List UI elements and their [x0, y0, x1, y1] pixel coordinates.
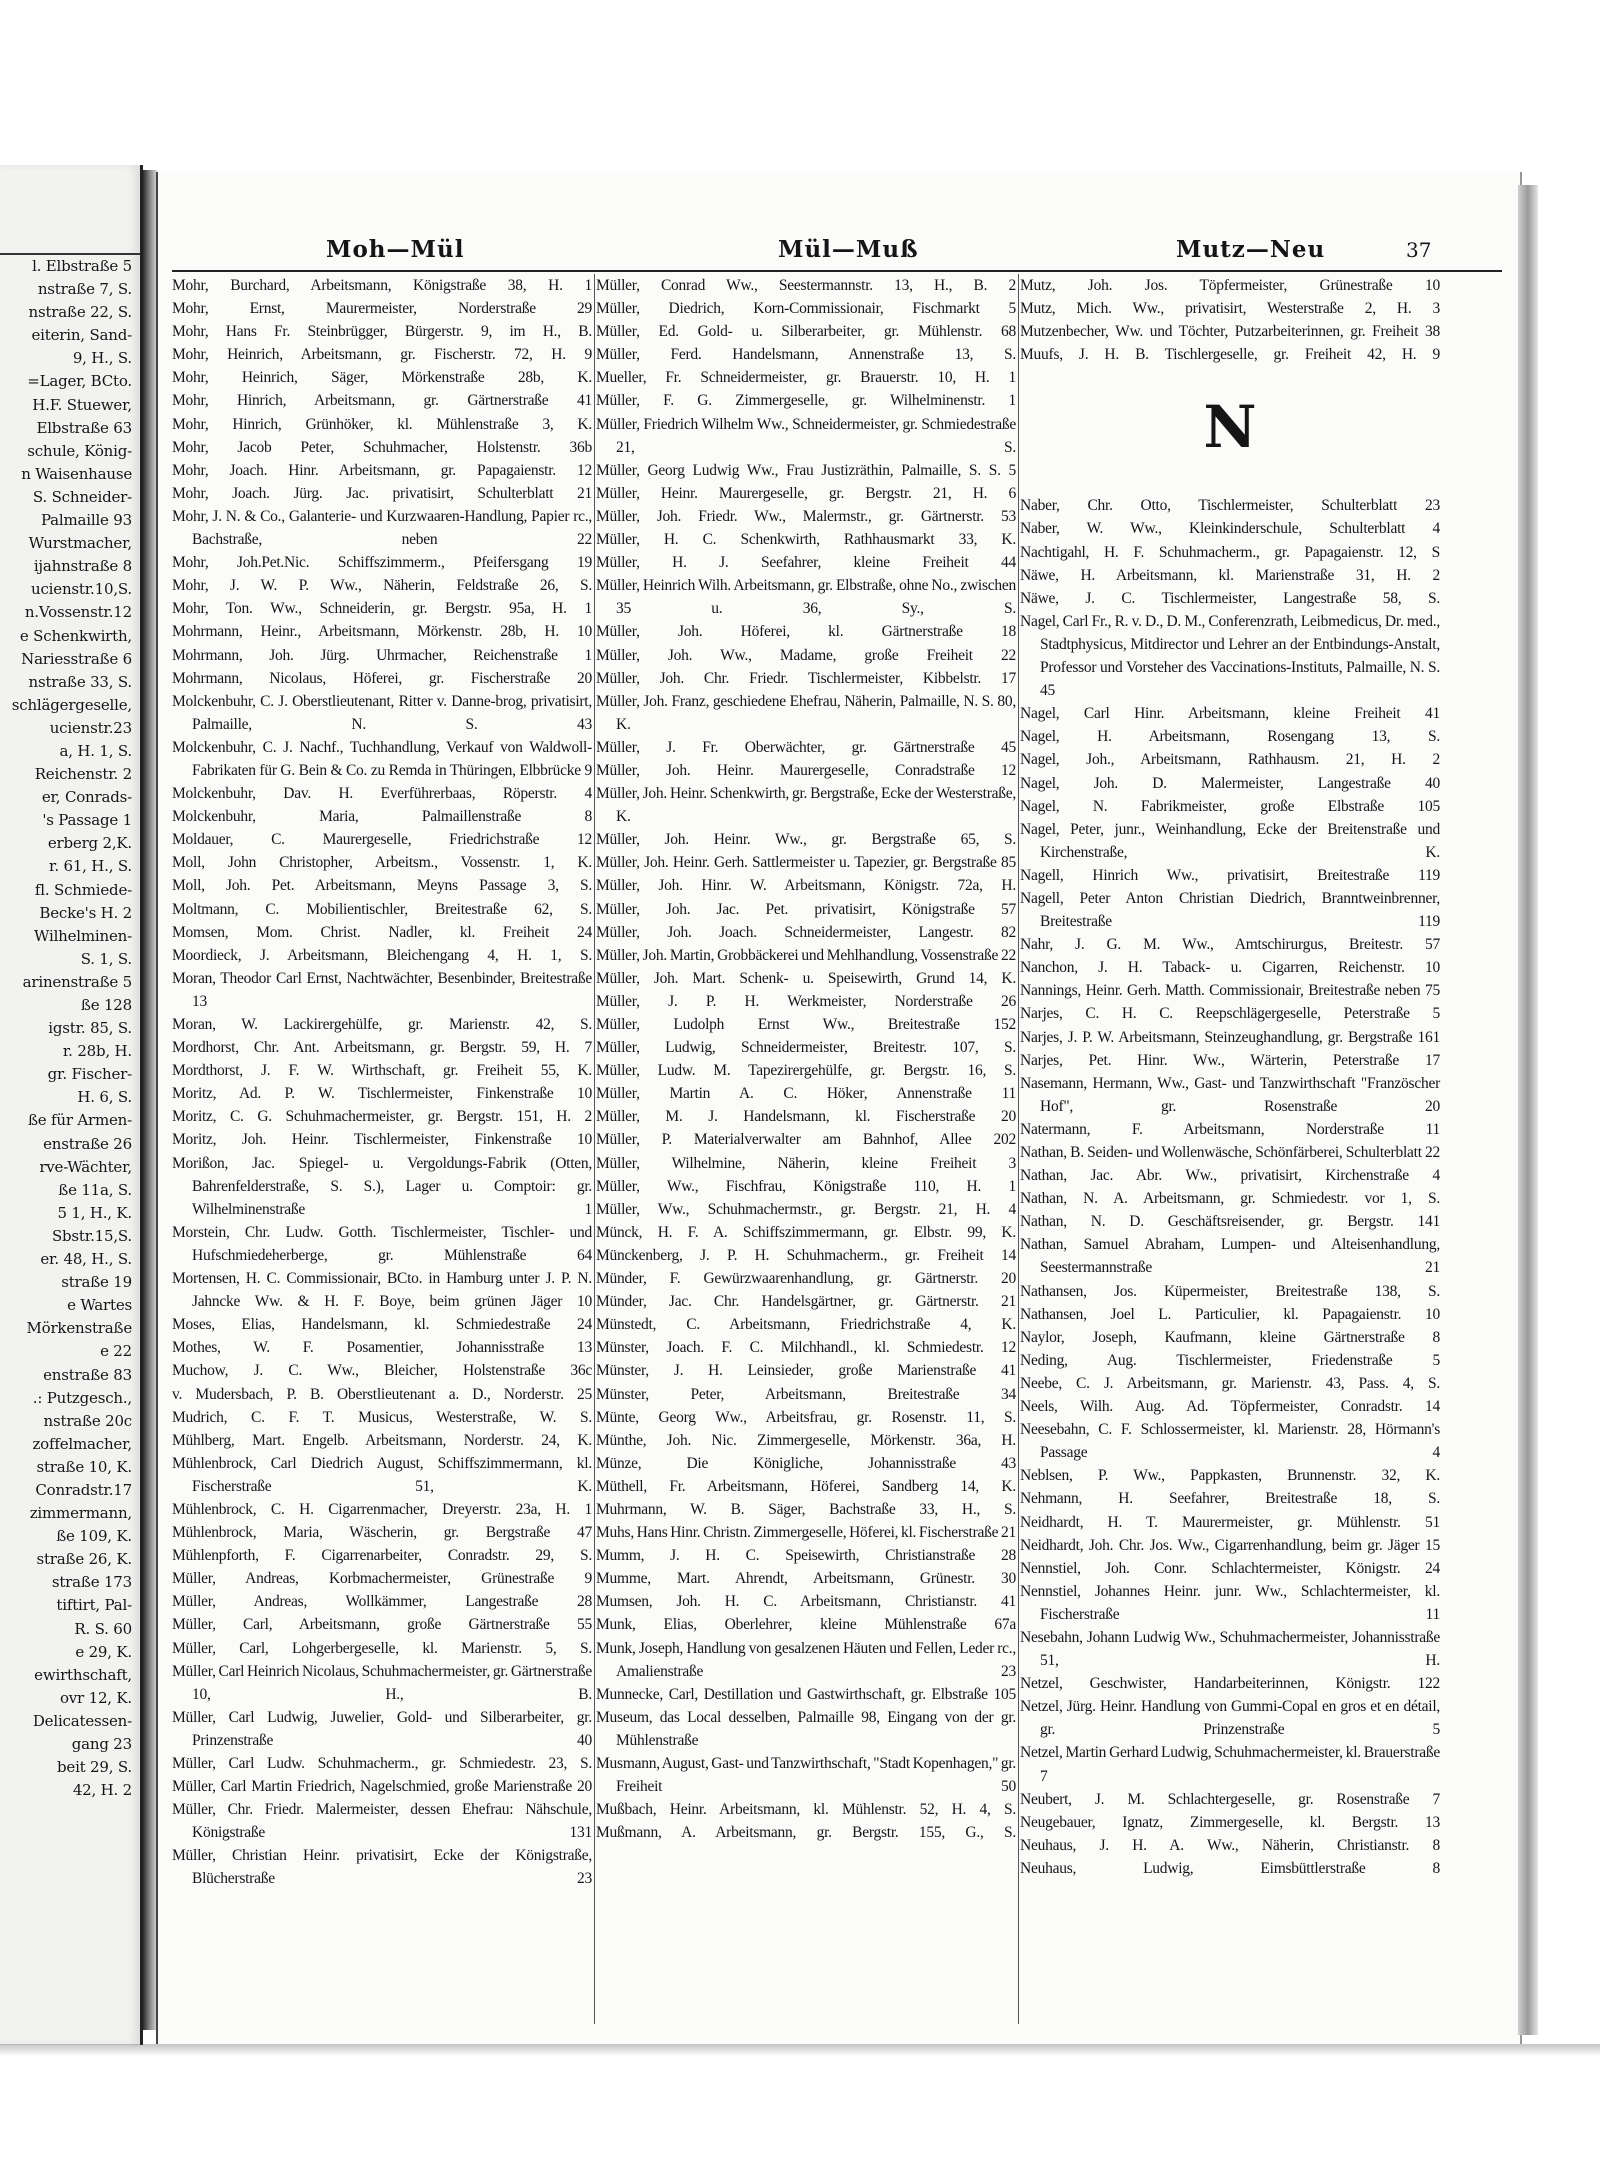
directory-entry: Müller, Joh. Hinr. W. Arbeitsmann, Königstr. 72a, H. — [596, 877, 1016, 895]
facing-page-line: 9, H., S. — [72, 349, 132, 368]
facing-page-line: Elbstraße 63 — [36, 418, 132, 437]
facing-page-line: er. 48, H., S. — [40, 1250, 132, 1269]
directory-entry: Neels, Wilh. Aug. Ad. Töpfermeister, Conradstr. 14 — [1020, 1398, 1440, 1416]
facing-page-line: gang 23 — [71, 1735, 132, 1753]
directory-entry: Mohr, Joach. Jürg. Jac. privatisirt, Schulterblatt 21 — [172, 484, 592, 502]
directory-entry: Müller, J. P. H. Werkmeister, Norderstraße 26 — [596, 992, 1016, 1010]
directory-entry: Münster, Joach. F. C. Milchhandl., kl. Schmiedestr. 12 — [596, 1339, 1016, 1357]
directory-entry: Müller, Ludwig, Schneidermeister, Breitestr. 107, S. — [596, 1039, 1016, 1057]
facing-page-line: tiftirt, Pal- — [56, 1596, 132, 1615]
directory-entry: Neebe, C. J. Arbeitsmann, gr. Marienstr. 43, Pass. 4, S. — [1020, 1374, 1440, 1392]
directory-entry: Mühlberg, Mart. Engelb. Arbeitsmann, Norderstr. 24, K. — [172, 1431, 592, 1449]
directory-entry: Netzel, Geschwister, Handarbeiterinnen, Königstr. 122 — [1020, 1675, 1440, 1693]
directory-entry: Müller, Joh. Heinr. Gerh. Sattlermeister u. Tapezier, gr. Bergstraße 85 — [596, 854, 1016, 872]
directory-entry: Mohr, Hinrich, Grünhöker, kl. Mühlenstraße 3, K. — [172, 415, 592, 433]
directory-entry: Mordhorst, Chr. Ant. Arbeitsmann, gr. Bergstr. 59, H. 7 — [172, 1039, 592, 1057]
facing-page-line: Wurstmacher, — [28, 534, 132, 553]
directory-entry: Müller, Diedrich, Korn-Commissionair, Fischmarkt 5 — [596, 300, 1016, 318]
facing-page-line: eiterin, Sand- — [31, 326, 132, 345]
directory-entry: Mothes, W. F. Posamentier, Johannisstraße 13 — [172, 1339, 592, 1357]
facing-page-line: ße 109, K. — [56, 1527, 132, 1546]
directory-entry: Naber, Chr. Otto, Tischlermeister, Schulterblatt 23 — [1020, 497, 1440, 515]
directory-entry: Moldauer, C. Maurergeselle, Friedrichstraße 12 — [172, 831, 592, 849]
directory-entry: Moltmann, C. Mobilientischler, Breitestraße 62, S. — [172, 900, 592, 918]
directory-entry: Nehmann, H. Seefahrer, Breitestraße 18, S. — [1020, 1490, 1440, 1508]
directory-entry: Müller, Joh. Joach. Schneidermeister, Langestr. 82 — [596, 923, 1016, 941]
directory-entry: Neubert, J. M. Schlachtergeselle, gr. Rosenstraße 7 — [1020, 1790, 1440, 1808]
column-divider-1 — [594, 274, 595, 2024]
directory-entry: Mohr, Joach. Hinr. Arbeitsmann, gr. Papagaienstr. 12 — [172, 461, 592, 479]
directory-entry: Neblsen, P. Ww., Pappkasten, Brunnenstr. 32, K. — [1020, 1467, 1440, 1485]
directory-entry: Müller, Christian Heinr. privatisirt, Ecke der Königstraße, Blücherstraße 23 — [172, 1847, 592, 1888]
directory-entry: Muhrmann, W. B. Säger, Bachstraße 33, H., S. — [596, 1500, 1016, 1518]
facing-page-line: ewirthschaft, — [34, 1665, 132, 1684]
directory-entry: Münte, Georg Ww., Arbeitsfrau, gr. Rosenstr. 11, S. — [596, 1408, 1016, 1426]
facing-page-line: ße 128 — [80, 996, 132, 1014]
directory-entry: Müller, Ferd. Handelsmann, Annenstraße 13, S. — [596, 346, 1016, 364]
directory-entry: Müller, Heinr. Maurergeselle, gr. Bergstr. 21, H. 6 — [596, 484, 1016, 502]
directory-entry: Müller, Conrad Ww., Seestermannstr. 13, H., B. 2 — [596, 277, 1016, 294]
column-3 — [1020, 274, 1440, 1880]
directory-entry: Nennstiel, Johannes Heinr. junr. Ww., Schlachtermeister, kl. Fischerstraße 11 — [1020, 1582, 1440, 1623]
directory-entry: Naylor, Joseph, Kaufmann, kleine Gärtnerstraße 8 — [1020, 1328, 1440, 1346]
directory-entry: Nathan, N. A. Arbeitsmann, gr. Schmiedestr. vor 1, S. — [1020, 1190, 1440, 1208]
directory-entry: Naber, W. Ww., Kleinkinderschule, Schulterblatt 4 — [1020, 520, 1440, 538]
directory-entry: Mutzenbecher, Ww. und Töchter, Putzarbeiterinnen, gr. Freiheit 38 — [1020, 323, 1440, 341]
directory-entry: Nagell, Hinrich Ww., privatisirt, Breitestraße 119 — [1020, 866, 1440, 884]
directory-entry: Moll, Joh. Pet. Arbeitsmann, Meyns Passage 3, S. — [172, 877, 592, 895]
directory-entry: Nanchon, J. H. Taback- u. Cigarren, Reichenstr. 10 — [1020, 959, 1440, 977]
directory-entry: Mohr, Hinrich, Arbeitsmann, gr. Gärtnerstraße 41 — [172, 392, 592, 410]
directory-entry: Momsen, Mom. Christ. Nadler, kl. Freiheit 24 — [172, 923, 592, 941]
directory-entry: Münder, Jac. Chr. Handelsgärtner, gr. Gärtnerstr. 21 — [596, 1293, 1016, 1311]
facing-page-line: nstraße 7, S. — [37, 280, 132, 299]
directory-entry: Mühlenpforth, F. Cigarrenarbeiter, Conradstr. 29, S. — [172, 1547, 592, 1565]
directory-entry: Müller, Joh. Chr. Friedr. Tischlermeister, Kibbelstr. 17 — [596, 669, 1016, 687]
directory-entry: Nathan, Samuel Abraham, Lumpen- und Alteisenhandlung, Seestermannstraße 21 — [1020, 1236, 1440, 1277]
directory-entry: Münthe, Joh. Nic. Zimmergeselle, Mörkenstr. 36a, H. — [596, 1431, 1016, 1449]
directory-entry: Netzel, Jürg. Heinr. Handlung von Gummi-Copal en gros et en détail, gr. Prinzenstraße 5 — [1020, 1698, 1440, 1739]
directory-entry: Mohr, Hans Fr. Steinbrügger, Bürgerstr. 9, im H., B. — [172, 323, 592, 341]
directory-entry: Nathansen, Joel L. Particulier, kl. Papagaienstr. 10 — [1020, 1305, 1440, 1323]
directory-entry: Mumm, J. H. C. Speisewirth, Christianstraße 28 — [596, 1547, 1016, 1565]
directory-entry: v. Mudersbach, P. B. Oberstlieutenant a. D., Norderstr. 25 — [172, 1385, 592, 1403]
directory-entry: Mühlenbrock, C. H. Cigarrenmacher, Dreyerstr. 23a, H. 1 — [172, 1500, 592, 1518]
facing-page-line: Nariesstraße 6 — [21, 649, 132, 668]
directory-entry: Müller, F. G. Zimmergeselle, gr. Wilhelminenstr. 1 — [596, 392, 1016, 410]
directory-entry: Müller, Joh. Martin, Grobbäckerei und Mehlhandlung, Vossenstraße 22 — [596, 946, 1016, 964]
facing-page-line: igstr. 85, S. — [48, 1019, 132, 1038]
facing-page-line: S. Schneider- — [32, 487, 132, 506]
facing-page-line: r. 61, H., S. — [49, 857, 132, 876]
directory-entry: Morstein, Chr. Ludw. Gotth. Tischlermeister, Tischler- und Hufschmiedeherberge, gr. Mühlenstraße 64 — [172, 1223, 592, 1264]
directory-entry: Mohr, J. N. & Co., Galanterie- und Kurzwaaren-Handlung, Papier rc., Bachstraße, neben 22 — [172, 507, 592, 549]
facing-page-line: er, Conrads- — [41, 788, 132, 807]
facing-page-line: straße 26, K. — [36, 1550, 132, 1569]
facing-page-line: H.F. Stuewer, — [32, 395, 132, 414]
facing-page-line: .: Putzgesch., — [32, 1388, 132, 1407]
directory-entry: Müller, Carl Martin Friedrich, Nagelschmied, große Marienstraße 20 — [172, 1778, 592, 1796]
facing-page-line: 5 1, H., K. — [57, 1203, 132, 1222]
column-2 — [596, 274, 1016, 1844]
facing-page-line: straße 10, K. — [36, 1457, 132, 1476]
directory-entry: Molckenbuhr, Dav. H. Everführerbaas, Röperstr. 4 — [172, 785, 592, 803]
facing-page-line: e Schenkwirth, — [19, 626, 132, 645]
facing-page-line: ucienstr.23 — [49, 718, 132, 737]
directory-entry: Mühlenbrock, Maria, Wäscherin, gr. Bergstraße 47 — [172, 1524, 592, 1542]
directory-entry: Nahr, J. G. M. Ww., Amtschirurgus, Breitestr. 57 — [1020, 936, 1440, 954]
directory-entry: Mohrmann, Joh. Jürg. Uhrmacher, Reichenstraße 1 — [172, 646, 592, 664]
directory-entry: Müller, Joh. Ww., Madame, große Freiheit 22 — [596, 646, 1016, 664]
directory-entry: Müller, Georg Ludwig Ww., Frau Justizräthin, Palmaille, S. S. 5 — [596, 461, 1016, 479]
facing-page-line: nstraße 22, S. — [28, 303, 132, 322]
directory-entry: Münster, Peter, Arbeitsmann, Breitestraße 34 — [596, 1385, 1016, 1403]
facing-page-line: ovr 12, K. — [59, 1688, 132, 1707]
directory-entry: Nagell, Peter Anton Christian Diedrich, Branntweinbrenner, Breitestraße 119 — [1020, 889, 1440, 931]
facing-page-fragment — [0, 165, 143, 2045]
directory-entry: Nathan, N. D. Geschäftsreisender, gr. Bergstr. 141 — [1020, 1213, 1440, 1231]
directory-entry: Nagel, H. Arbeitsmann, Rosengang 13, S. — [1020, 728, 1440, 746]
directory-entry: Müller, Carl Heinrich Nicolaus, Schuhmachermeister, gr. Gärtnerstraße 10, H., B. — [172, 1662, 592, 1703]
facing-page-line: e 29, K. — [75, 1642, 132, 1661]
directory-entry: Munk, Joseph, Handlung von gesalzenen Häuten und Fellen, Leder rc., Amalienstraße 23 — [596, 1639, 1016, 1680]
facing-page-line: H. 6, S. — [77, 1088, 132, 1107]
directory-entry: Müller, Andreas, Korbmachermeister, Grünestraße 9 — [172, 1570, 592, 1588]
facing-page-line: ijahnstraße 8 — [33, 557, 132, 576]
directory-entry: Münze, Die Königliche, Johannisstraße 43 — [596, 1454, 1016, 1472]
facing-page-line: Conradstr.17 — [35, 1480, 132, 1499]
column-3-top-entries — [1020, 274, 1440, 366]
directory-entry: Neding, Aug. Tischlermeister, Friedenstraße 5 — [1020, 1351, 1440, 1369]
facing-page-line: 's Passage 1 — [42, 811, 132, 830]
directory-entry: Mumme, Mart. Ahrendt, Arbeitsmann, Grünestr. 30 — [596, 1570, 1016, 1588]
directory-entry: Moran, W. Lackirergehülfe, gr. Marienstr. 42, S. — [172, 1016, 592, 1033]
directory-entry: Morißon, Jac. Spiegel- u. Vergoldungs-Fabrik (Otten, Bahrenfelderstraße, S. S.), Lager u. Comptoir: gr. Wilhelminenstraße 1 — [172, 1154, 592, 1218]
column-3-main-entries — [1020, 494, 1440, 1880]
facing-page-line: R. S. 60 — [74, 1619, 132, 1638]
directory-entry: Nagel, Carl Hinr. Arbeitsmann, kleine Freiheit 41 — [1020, 705, 1440, 723]
directory-entry: Müller, Joh. Heinr. Maurergeselle, Conradstraße 12 — [596, 761, 1016, 779]
directory-entry: Müller, Heinrich Wilh. Arbeitsmann, gr. Elbstraße, ohne No., zwischen 35 u. 36, Sy., S. — [596, 577, 1016, 618]
facing-page-line: l. Elbstraße 5 — [32, 257, 132, 275]
directory-entry: Neesebahn, C. F. Schlossermeister, kl. Marienstr. 28, Hörmann's Passage 4 — [1020, 1421, 1440, 1462]
facing-page-line: e Wartes — [67, 1296, 132, 1315]
facing-page-line: =Lager, BCto. — [27, 372, 132, 391]
directory-entry: Münder, F. Gewürzwaarenhandlung, gr. Gärtnerstr. 20 — [596, 1270, 1016, 1288]
directory-entry: Nathan, Jac. Abr. Ww., privatisirt, Kirchenstraße 4 — [1020, 1167, 1440, 1185]
facing-page-line: straße 19 — [61, 1273, 132, 1292]
directory-entry: Müller, Ww., Fischfrau, Königstraße 110, H. 1 — [596, 1177, 1016, 1195]
directory-entry: Müller, Joh. Friedr. Ww., Malermstr., gr. Gärtnerstr. 53 — [596, 507, 1016, 525]
directory-entry: Nennstiel, Joh. Conr. Schlachtermeister, Königstr. 24 — [1020, 1559, 1440, 1577]
directory-entry: Muchow, J. C. Ww., Bleicher, Holstenstraße 36c — [172, 1362, 592, 1380]
directory-entry: Müller, Joh. Höferei, kl. Gärtnerstraße 18 — [596, 623, 1016, 641]
facing-page-line: zimmermann, — [29, 1504, 132, 1523]
facing-page-line: Sbstr.15,S. — [51, 1226, 132, 1245]
directory-entry: Müller, Chr. Friedr. Malermeister, dessen Ehefrau: Nähschule, Königstraße 131 — [172, 1801, 592, 1842]
facing-page-line: schule, König- — [27, 441, 132, 460]
directory-entry: Münck, H. F. A. Schiffszimmermann, gr. Elbstr. 99, K. — [596, 1223, 1016, 1241]
directory-entry: Münstedt, C. Arbeitsmann, Friedrichstraße 4, K. — [596, 1316, 1016, 1334]
directory-entry: Münckenberg, J. P. H. Schuhmacherm., gr. Freiheit 14 — [596, 1246, 1016, 1264]
directory-entry: Mutz, Mich. Ww., privatisirt, Westerstraße 2, H. 3 — [1020, 300, 1440, 318]
facing-page-line: zoffelmacher, — [32, 1434, 132, 1453]
facing-page-line: Delicatessen- — [32, 1711, 132, 1730]
directory-entry: Narjes, C. H. C. Reepschlägergeselle, Peterstraße 5 — [1020, 1005, 1440, 1023]
facing-page-line: Mörkenstraße — [26, 1319, 132, 1338]
facing-page-line: Becke's H. 2 — [39, 903, 132, 922]
facing-page-line: n.Vossenstr.12 — [24, 603, 132, 622]
directory-entry: Molckenbuhr, C. J. Nachf., Tuchhandlung, Verkauf von Waldwoll-Fabrikaten für G. Bein & Co. zu Remda in Thüringen, Elbbrücke 9 — [172, 738, 592, 779]
directory-entry: Mudrich, C. F. T. Musicus, Westerstraße, W. S. — [172, 1408, 592, 1426]
directory-entry: Moll, John Christopher, Arbeitsm., Vossenstr. 1, K. — [172, 854, 592, 872]
directory-entry: Mortensen, H. C. Commissionair, BCto. in Hamburg unter J. P. N. Jahncke Ww. & H. F. Boye, beim grünen Jäger 10 — [172, 1270, 592, 1311]
directory-entry: Munnecke, Carl, Destillation und Gastwirthschaft, gr. Elbstraße 105 — [596, 1685, 1016, 1703]
directory-entry: Müller, Carl, Lohgerbergeselle, kl. Marienstr. 5, S. — [172, 1639, 592, 1657]
facing-page-line: a, H. 1, S. — [59, 741, 132, 760]
facing-page-line: Reichenstr. 2 — [34, 765, 132, 784]
directory-entry: Müller, Ed. Gold- u. Silberarbeiter, gr. Mühlenstr. 68 — [596, 323, 1016, 341]
directory-entry: Mutz, Joh. Jos. Töpfermeister, Grünestraße 10 — [1020, 277, 1440, 294]
directory-entry: Mohr, Jacob Peter, Schuhmacher, Holstenstr. 36b — [172, 438, 592, 456]
directory-entry: Müller, Carl, Arbeitsmann, große Gärtnerstraße 55 — [172, 1616, 592, 1634]
directory-entry: Mohr, Joh.Pet.Nic. Schiffszimmerm., Pfeifersgang 19 — [172, 554, 592, 572]
page-edge — [1518, 185, 1538, 2035]
directory-page — [156, 172, 1520, 2044]
directory-entry: Nagel, N. Fabrikmeister, große Elbstraße 105 — [1020, 797, 1440, 815]
directory-entry: Müller, Joh. Heinr. Ww., gr. Bergstraße 65, S. — [596, 831, 1016, 849]
directory-entry: Mordthorst, J. F. W. Wirthschaft, gr. Freiheit 55, K. — [172, 1062, 592, 1080]
directory-entry: Müller, Friedrich Wilhelm Ww., Schneidermeister, gr. Schmiedestraße 21, S. — [596, 415, 1016, 456]
directory-entry: Nannings, Heinr. Gerh. Matth. Commissionair, Breitestraße neben 75 — [1020, 982, 1440, 1000]
facing-page-line: ße für Armen- — [27, 1111, 132, 1130]
directory-entry: Mußbach, Heinr. Arbeitsmann, kl. Mühlenstr. 52, H. 4, S. — [596, 1801, 1016, 1819]
directory-entry: Mueller, Fr. Schneidermeister, gr. Brauerstr. 10, H. 1 — [596, 369, 1016, 387]
column-1-running-head: Moh—Mül — [326, 236, 465, 263]
facing-page-line: erberg 2,K. — [47, 834, 132, 853]
directory-entry: Moritz, C. G. Schuhmachermeister, gr. Bergstr. 151, H. 2 — [172, 1108, 592, 1126]
directory-entry: Nagel, Joh., Arbeitsmann, Rathhausm. 21, H. 2 — [1020, 751, 1440, 769]
facing-page-line: n Waisenhause — [21, 464, 132, 483]
directory-entry: Mohr, Ton. Ww., Schneiderin, gr. Bergstr. 95a, H. 1 — [172, 600, 592, 618]
directory-entry: Neuhaus, J. H. A. Ww., Näherin, Christianstr. 8 — [1020, 1836, 1440, 1854]
directory-entry: Mühlenbrock, Carl Diedrich August, Schiffszimmermann, kl. Fischerstraße 51, K. — [172, 1454, 592, 1495]
directory-entry: Müller, Ludw. M. Tapezirergehülfe, gr. Bergstr. 16, S. — [596, 1062, 1016, 1080]
directory-entry: Muufs, J. H. B. Tischlergeselle, gr. Freiheit 42, H. 9 — [1020, 346, 1440, 364]
directory-entry: Molckenbuhr, Maria, Palmaillenstraße 8 — [172, 808, 592, 826]
facing-page-line: schlägergeselle, — [11, 695, 132, 714]
directory-entry: Mohrmann, Heinr., Arbeitsmann, Mörkenstr. 28b, H. 10 — [172, 623, 592, 641]
directory-entry: Müller, H. J. Seefahrer, kleine Freiheit 44 — [596, 554, 1016, 572]
page-bottom-shadow — [0, 2044, 1600, 2056]
column-divider-2 — [1018, 274, 1019, 2024]
facing-page-line: e 22 — [100, 1342, 132, 1361]
facing-page-line: beit 29, S. — [56, 1758, 132, 1777]
book-gutter — [143, 170, 157, 2030]
column-2-running-head: Mül—Muß — [778, 236, 919, 263]
facing-page-line: S. 1, S. — [80, 949, 132, 968]
directory-entry: Neidhardt, Joh. Chr. Jos. Ww., Cigarrenhandlung, beim gr. Jäger 15 — [1020, 1536, 1440, 1554]
directory-entry: Muhs, Hans Hinr. Christn. Zimmergeselle, Höferei, kl. Fischerstraße 21 — [596, 1524, 1016, 1542]
directory-entry: Mußmann, A. Arbeitsmann, gr. Bergstr. 155, G., S. — [596, 1824, 1016, 1842]
facing-page-line: 42, H. 2 — [72, 1781, 132, 1800]
directory-entry: Müthell, Fr. Arbeitsmann, Höferei, Sandberg 14, K. — [596, 1477, 1016, 1495]
directory-entry: Müller, Joh. Jac. Pet. privatisirt, Königstraße 57 — [596, 900, 1016, 918]
facing-page-line: r. 28b, H. — [62, 1042, 132, 1061]
facing-page-line: rve-Wächter, — [39, 1157, 132, 1176]
directory-entry: Müller, Carl Ludw. Schuhmacherm., gr. Schmiedestr. 23, S. — [172, 1755, 592, 1772]
facing-page-line: ße 11a, S. — [58, 1180, 132, 1199]
directory-entry: Moran, Theodor Carl Ernst, Nachtwächter, Besenbinder, Breitestraße 13 — [172, 969, 592, 1010]
directory-entry: Mohr, Burchard, Arbeitsmann, Königstraße 38, H. 1 — [172, 277, 592, 294]
directory-entry: Natermann, F. Arbeitsmann, Norderstraße 11 — [1020, 1120, 1440, 1138]
directory-entry: Müller, Joh. Heinr. Schenkwirth, gr. Bergstraße, Ecke der Westerstraße, K. — [596, 785, 1016, 826]
facing-page-line: enstraße 26 — [43, 1134, 132, 1153]
directory-entry: Nagel, Peter, junr., Weinhandlung, Ecke der Breitenstraße und Kirchenstraße, K. — [1020, 820, 1440, 861]
directory-entry: Munk, Elias, Oberlehrer, kleine Mühlenstraße 67a — [596, 1616, 1016, 1634]
facing-page-line: nstraße 20c — [43, 1411, 132, 1430]
directory-entry: Narjes, Pet. Hinr. Ww., Wärterin, Peterstraße 17 — [1020, 1051, 1440, 1069]
page-number: 37 — [1406, 238, 1432, 262]
directory-entry: Neidhardt, H. T. Maurermeister, gr. Mühlenstr. 51 — [1020, 1513, 1440, 1531]
facing-page-line: gr. Fischer- — [47, 1065, 132, 1084]
directory-entry: Müller, Joh. Mart. Schenk- u. Speisewirth, Grund 14, K. — [596, 969, 1016, 987]
directory-entry: Mohr, Ernst, Maurermeister, Norderstraße 29 — [172, 300, 592, 318]
directory-entry: Müller, Wilhelmine, Näherin, kleine Freiheit 3 — [596, 1154, 1016, 1172]
column-1 — [172, 274, 592, 1891]
header-rule — [172, 270, 1502, 272]
directory-entry: Nachtigahl, H. F. Schuhmacherm., gr. Papagaienstr. 12, S — [1020, 543, 1440, 561]
directory-entry: Moordieck, J. Arbeitsmann, Bleichengang 4, H. 1, S. — [172, 946, 592, 964]
directory-entry: Molckenbuhr, C. J. Oberstlieutenant, Ritter v. Danne-brog, privatisirt, Palmaille, N. S. 43 — [172, 692, 592, 733]
facing-page-line: Palmaille 93 — [40, 511, 132, 530]
directory-entry: Neugebauer, Ignatz, Zimmergeselle, kl. Bergstr. 13 — [1020, 1813, 1440, 1831]
directory-entry: Mohr, Heinrich, Arbeitsmann, gr. Fischerstr. 72, H. 9 — [172, 346, 592, 364]
directory-entry: Müller, Ludolph Ernst Ww., Breitestraße 152 — [596, 1016, 1016, 1033]
directory-entry: Müller, P. Materialverwalter am Bahnhof, Allee 202 — [596, 1131, 1016, 1149]
directory-entry: Nathansen, Jos. Küpermeister, Breitestraße 138, S. — [1020, 1282, 1440, 1300]
directory-entry: Moses, Elias, Handelsmann, kl. Schmiedestraße 24 — [172, 1316, 592, 1334]
facing-page-line: fl. Schmiede- — [34, 880, 132, 899]
directory-entry: Müller, M. J. Handelsmann, kl. Fischerstraße 20 — [596, 1108, 1016, 1126]
directory-entry: Mohr, J. W. P. Ww., Näherin, Feldstraße 26, S. — [172, 577, 592, 595]
directory-entry: Museum, das Local desselben, Palmaille 98, Eingang von der gr. Mühlenstraße — [596, 1708, 1016, 1749]
directory-entry: Musmann, August, Gast- und Tanzwirthschaft, "Stadt Kopenhagen," gr. Freiheit 50 — [596, 1755, 1016, 1796]
directory-entry: Müller, Andreas, Wollkämmer, Langestraße 28 — [172, 1593, 592, 1611]
directory-entry: Müller, Carl Ludwig, Juwelier, Gold- und Silberarbeiter, gr. Prinzenstraße 40 — [172, 1708, 592, 1749]
facing-page-line: enstraße 83 — [43, 1365, 132, 1384]
directory-entry: Mohr, Heinrich, Säger, Mörkenstraße 28b, K. — [172, 369, 592, 387]
directory-entry: Moritz, Ad. P. W. Tischlermeister, Finkenstraße 10 — [172, 1085, 592, 1103]
directory-entry: Nagel, Carl Fr., R. v. D., D. M., Conferenzrath, Leibmedicus, Dr. med., Stadtphysicus, Mitdirector und Lehrer an der Entbindungs-Anstalt, Professor und Vorsteher des Vaccinations-Instituts, Palmaille, N. S. 45 — [1020, 612, 1440, 700]
directory-entry: Nasemann, Hermann, Ww., Gast- und Tanzwirthschaft "Französcher Hof", gr. Rosenstraße 20 — [1020, 1074, 1440, 1115]
directory-entry: Moritz, Joh. Heinr. Tischlermeister, Finkenstraße 10 — [172, 1131, 592, 1149]
directory-entry: Mohrmann, Nicolaus, Höferei, gr. Fischerstraße 20 — [172, 669, 592, 687]
directory-entry: Nagel, Joh. D. Malermeister, Langestraße 40 — [1020, 774, 1440, 792]
directory-entry: Näwe, J. C. Tischlermeister, Langestraße 58, S. — [1020, 589, 1440, 607]
column-3-running-head: Mutz—Neu — [1176, 236, 1326, 263]
directory-entry: Nathan, B. Seiden- und Wollenwäsche, Schönfärberei, Schulterblatt 22 — [1020, 1144, 1440, 1161]
directory-entry: Münster, J. H. Leinsieder, große Marienstraße 41 — [596, 1362, 1016, 1380]
facing-page-lines — [0, 255, 132, 1802]
facing-page-line: nstraße 33, S. — [28, 672, 132, 691]
directory-entry: Nesebahn, Johann Ludwig Ww., Schuhmachermeister, Johannisstraße 51, H. — [1020, 1628, 1440, 1670]
facing-page-line: Wilhelminen- — [34, 926, 132, 945]
directory-entry: Mumsen, Joh. H. C. Arbeitsmann, Christianstr. 41 — [596, 1593, 1016, 1611]
directory-entry: Narjes, J. P. W. Arbeitsmann, Steinzeughandlung, gr. Bergstraße 161 — [1020, 1028, 1440, 1046]
facing-page-line: arinenstraße 5 — [22, 972, 132, 991]
directory-entry: Müller, J. Fr. Oberwächter, gr. Gärtnerstraße 45 — [596, 738, 1016, 756]
directory-entry: Neuhaus, Ludwig, Eimsbüttlerstraße 8 — [1020, 1859, 1440, 1877]
directory-entry: Näwe, H. Arbeitsmann, kl. Marienstraße 31, H. 2 — [1020, 566, 1440, 584]
directory-entry: Müller, H. C. Schenkwirth, Rathhausmarkt 33, K. — [596, 531, 1016, 549]
directory-entry: Müller, Martin A. C. Höker, Annenstraße 11 — [596, 1085, 1016, 1103]
directory-entry: Netzel, Martin Gerhard Ludwig, Schuhmachermeister, kl. Brauerstraße 7 — [1020, 1744, 1440, 1785]
facing-page-line: straße 173 — [51, 1573, 132, 1592]
directory-entry: Müller, Joh. Franz, geschiedene Ehefrau, Näherin, Palmaille, N. S. 80, K. — [596, 692, 1016, 733]
section-letter-heading: N — [1203, 393, 1257, 462]
directory-entry: Müller, Ww., Schuhmachermstr., gr. Bergstr. 21, H. 4 — [596, 1200, 1016, 1218]
facing-page-line: ucienstr.10,S. — [31, 580, 132, 599]
page-header — [158, 236, 1520, 266]
